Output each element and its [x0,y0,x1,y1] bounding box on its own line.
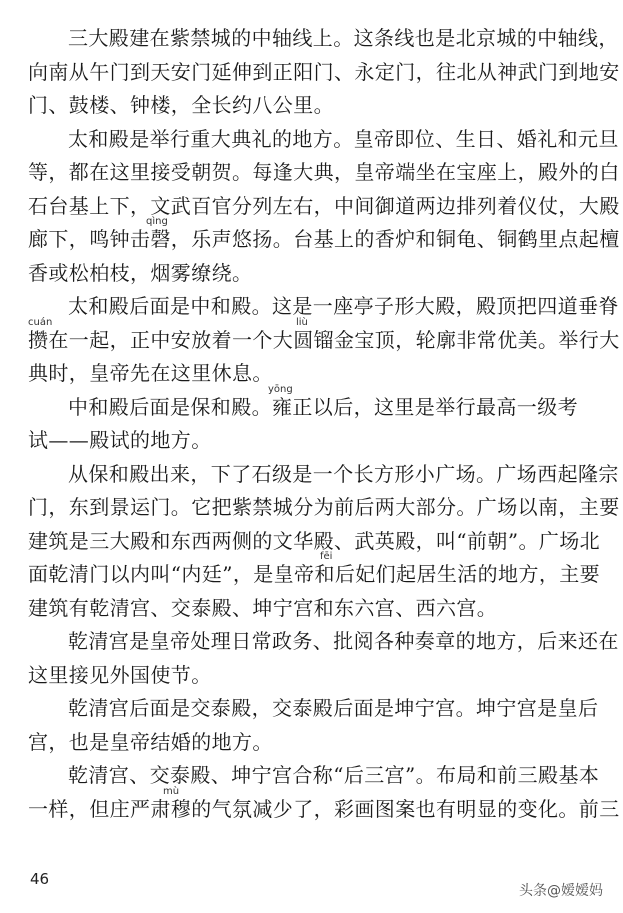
text-line-with-pinyin [28,785,620,827]
text-line-with-pinyin [28,216,620,257]
pinyin-annotation: fēi [320,551,333,562]
text-line: 太和殿后面是中和殿。这是一座亭子形大殿，殿顶把四道垂脊 [68,294,619,318]
text-line: 试——殿试的地方。 [28,428,212,452]
text-line: 乾清宫后面是交泰殿，交泰殿后面是坤宁宫。坤宁宫是皇后 [68,696,599,720]
text-line: 等，都在这里接受朝贺。每逢大典，皇帝端坐在宝座上，殿外的白 [28,160,620,184]
text-line: 建筑是三大殿和东西两侧的文华殿、武英殿，叫“前朝”。广场北 [28,528,601,553]
pinyin-annotation: cuán [28,316,53,328]
pinyin-annotation: yōng [268,383,293,395]
text-line: 太和殿是举行重大典礼的地方。皇帝即位、生日、婚礼和元旦 [68,126,619,151]
text-line: 这里接见外国使节。 [28,662,212,687]
text-line: 宫，也是皇帝结婚的地方。 [28,729,273,754]
text-line: 门，东到景运门。它把紫禁城分为前后两大部分。广场以南，主要 [28,495,620,519]
text-line-with-pinyin [28,383,598,425]
text-line: 门、鼓楼、钟楼，全长约八公里。 [28,93,334,117]
text-line: 面乾清门以内叫“内廷”，是皇帝和后妃们起居生活的地方，主要 [28,562,601,586]
body-text [28,22,620,826]
watermark: 头条@嫒嫒妈 [519,883,603,899]
pinyin-annotation: liù [296,316,308,328]
text-line: 一样，但庄严肃穆的气氛减少了，彩画图案也有明显的变化。前三 [28,796,620,821]
text-line: 三大殿建在紫禁城的中轴线上。这条线也是北京城的中轴线， [68,26,619,50]
text-line: 从保和殿出来，下了石级是一个长方形小广场。广场西起隆宗 [68,461,619,486]
text-line: 中和殿后面是保和殿。雍正以后，这里是举行最高一级考 [68,394,578,419]
text-line: 典时，皇帝先在这里休息。 [28,361,273,385]
text-line: 石台基上下，文武百官分列左右，中间御道两边排列着仪仗，大殿 [28,193,620,218]
text-line: 向南从午门到天安门延伸到正阳门、永定门，往北从神武门到地安 [28,59,620,84]
text-line: 廊下，鸣钟击磬，乐声悠扬。台基上的香炉和铜龟、铜鹤里点起檀 [28,227,620,251]
pinyin-annotation: mù [163,785,180,797]
text-line: 攒在一起，正中安放着一个大圆镏金宝顶，轮廓非常优美。举行大 [28,327,620,352]
text-line: 乾清宫是皇帝处理日常政务、批阅各种奏章的地方，后来还在 [68,629,619,653]
text-line: 乾清宫、交泰殿、坤宁宫合称“后三宫”。布局和前三殿基本 [68,763,600,787]
text-line: 香或松柏枝，烟雾缭绕。 [28,260,253,285]
text-line-with-pinyin [28,551,601,592]
text-line-with-pinyin [28,316,620,358]
page-number: 46 [30,870,50,888]
pinyin-annotation: qìng [146,216,168,227]
text-line: 建筑有乾清宫、交泰殿、坤宁宫和东六宫、西六宫。 [28,595,498,620]
